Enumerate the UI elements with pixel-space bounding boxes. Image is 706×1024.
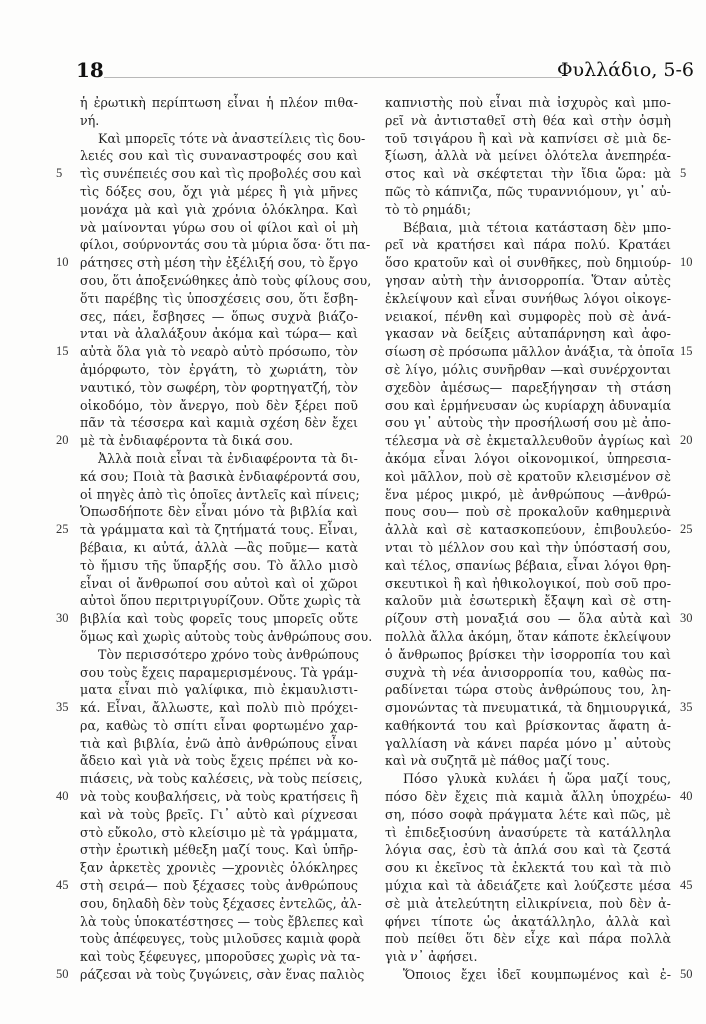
text-line	[80, 201, 358, 219]
line-number: 25	[680, 522, 693, 537]
text-line	[80, 503, 358, 521]
line-number: 40	[56, 789, 69, 804]
line-text: ρίζουν στὴ μοναξιά σου — ὅλα αὐτὰ καὶ	[385, 611, 671, 627]
text-line	[80, 112, 358, 130]
text-line	[385, 379, 671, 397]
text-line	[385, 521, 693, 539]
text-line	[385, 183, 671, 201]
line-text: ἀμόρφωτο, τὸν ἐργάτη, τὸ χωριάτη, τὸν	[80, 361, 358, 377]
line-number: 25	[56, 522, 69, 537]
text-line	[385, 325, 671, 343]
text-line	[80, 913, 364, 931]
line-text: ματα εἶναι πιὸ γαλίφικα, πιὸ ἐκμαυλιστι-	[80, 682, 358, 698]
line-text: τοῦ τσιγάρου ἢ καὶ νὰ καπνίσει σὲ μιὰ δε-	[385, 130, 671, 146]
line-text: μὲ τὰ ἐνδιαφέροντα τὰ δικά σου.	[80, 433, 294, 449]
line-text: φήνει τίποτε ὡς ἀκατάλληλο, ἀλλὰ καὶ	[385, 913, 671, 929]
text-line	[385, 343, 693, 361]
line-text: καλοῦν μιὰ ἐσωτερικὴ ἔξαψη καὶ σὲ στη-	[385, 593, 671, 609]
text-line	[80, 450, 358, 468]
line-text: λόγια σας, ἐσὺ τὰ ἁπλά σου καὶ τὰ ζεστά	[385, 842, 671, 858]
text-line	[80, 539, 358, 557]
text-line	[80, 147, 358, 165]
line-text: ὅμως καὶ χωρὶς αὐτοὺς τοὺς ἀνθρώπους σου.	[80, 628, 373, 644]
line-number: 15	[680, 344, 693, 359]
text-line	[80, 414, 358, 432]
text-line	[80, 628, 373, 646]
text-line	[56, 432, 358, 450]
line-number: 30	[56, 611, 69, 626]
text-line	[385, 94, 671, 112]
line-text: ἀλλὰ καὶ σὲ κατασκοπεύουν, ἐπιβουλεύο-	[385, 522, 671, 538]
page-number: 18	[76, 58, 104, 82]
text-line	[80, 130, 366, 148]
line-text: σου καὶ ἑρμήνευσαν ὡς κυρίαρχη ἀδυναμία	[385, 397, 671, 413]
text-line	[80, 219, 358, 237]
line-text: μονάχα μὰ καὶ γιὰ χρόνια ὁλόκληρα. Καὶ	[80, 201, 358, 217]
line-text: στὴν ἐρωτικὴ μέθεξη μαζί τους. Καὶ ὑπῆρ-	[80, 842, 358, 858]
line-text: ρεῖ νὰ κρατήσει καὶ πάρα πολύ. Κρατάει	[385, 237, 671, 253]
text-line	[56, 521, 358, 539]
line-text: ἕνα μέρος μικρό, μὲ ἀνθρώπους —ἀνθρώ-	[385, 486, 671, 502]
text-line	[80, 486, 358, 504]
text-line	[56, 788, 358, 806]
text-line	[385, 841, 671, 859]
text-line	[56, 877, 358, 895]
line-text: σου κι ἐκεῖνος τὰ ἐκλεκτά του καὶ τὰ πιὸ	[385, 860, 671, 876]
line-text: Ἀλλὰ ποιὰ εἶναι τὰ ἐνδιαφέροντα τὰ δι-	[98, 450, 358, 466]
line-text: βιβλία καὶ τοὺς φορεῖς τους μπορεῖς οὔτε	[80, 611, 358, 627]
line-text: καπνιστὴς ποὺ εἶναι πιὰ ἰσχυρὸς καὶ μπο-	[385, 95, 671, 110]
line-text: σχεδὸν ἀμέσως— παρεξήγησαν τὴ στάση	[385, 379, 671, 395]
text-line	[385, 468, 671, 486]
line-text: σίωση σὲ πρόσωπα μᾶλλον ἀνάξια, τὰ ὁποῖα	[385, 344, 675, 360]
running-title: Φυλλάδιο, 5-6	[556, 59, 694, 81]
text-line	[385, 557, 671, 575]
line-text: σες, πάει, ἔσβησες — ὅπως συχνὰ βιάζο-	[80, 308, 358, 324]
line-text: ράτησες στὴ μέση τὴν ἐξέλιξή σου, τὸ ἔργο	[80, 255, 359, 271]
text-line	[56, 343, 358, 361]
line-text: νειακοί, πένθη καὶ συμφορὲς ποὺ σὲ ἀνά-	[385, 308, 671, 324]
line-text: σκευτικοὶ ἢ καὶ ἠθικολογικοί, ποὺ σοῦ προ-	[385, 575, 671, 591]
line-text: τιὰ καὶ βιβλία, ἐνῶ ἀπὸ ἀνθρώπους εἶναι	[80, 735, 358, 751]
line-text: νται νὰ ἀλαλάξουν ἀκόμα καὶ τώρα— καὶ	[80, 326, 358, 342]
text-line	[385, 681, 671, 699]
text-line	[385, 450, 671, 468]
line-number: 40	[680, 789, 693, 804]
text-line	[385, 930, 671, 948]
line-text: τὸ τὸ ρημάδι;	[385, 201, 472, 217]
line-number: 20	[56, 433, 69, 448]
text-line	[385, 201, 671, 219]
text-line	[385, 130, 671, 148]
line-text: ἐκλείψουν καὶ εἶναι συνήθως λόγοι οἰκογε-	[385, 290, 671, 306]
line-text: σου γι᾽ αὐτοὺς τὴν προσήλωσή σου μὲ ἀπο-	[385, 415, 671, 431]
line-text: νὰ μαίνονται γύρω σου οἱ φίλοι καὶ οἱ μὴ	[80, 219, 358, 235]
line-text: ράζεσαι νὰ τοὺς ζυγώνεις, σὰν ἕνας παλιὸς	[80, 967, 365, 983]
text-line	[80, 272, 372, 290]
text-line	[80, 841, 358, 859]
line-text: εἶναι οἱ ἄνθρωποί σου αὐτοὶ καὶ οἱ χῶροι	[80, 575, 358, 591]
line-text: Τὸν περισσότερο χρόνο τοὺς ἀνθρώπους	[98, 646, 359, 662]
text-line	[385, 948, 671, 966]
text-line	[80, 379, 358, 397]
line-text: καὶ νὰ συζητᾶ μὲ πάθος μαζί τους.	[385, 753, 610, 769]
text-line	[385, 165, 687, 183]
text-line	[385, 628, 671, 646]
line-number: 35	[56, 700, 69, 715]
line-text: ραδίνεται τώρα στοὺς ἀνθρώπους του, λη-	[385, 682, 671, 698]
text-line	[385, 147, 671, 165]
text-line	[385, 859, 671, 877]
text-line	[385, 254, 693, 272]
text-line	[80, 557, 358, 575]
line-text: τὰ γράμματα καὶ τὰ ζητήματά τους. Εἶναι,	[80, 522, 358, 538]
text-line	[385, 877, 693, 895]
text-line	[385, 219, 671, 237]
line-text: Πόσο γλυκὰ κυλάει ἡ ὥρα μαζί τους,	[403, 771, 671, 787]
line-text: τὶς συνέπειές σου καὶ τὶς προβολές σου καὶ	[80, 166, 362, 182]
line-text: σου, ὅτι ἀποξενώθηκες ἀπὸ τοὺς φίλους σου,	[80, 272, 372, 288]
text-line	[80, 824, 358, 842]
text-line	[80, 308, 358, 326]
line-text: πιάσεις, νὰ τοὺς καλέσεις, νὰ τοὺς πείσεις,	[80, 771, 363, 787]
text-line	[80, 575, 358, 593]
line-number: 10	[56, 255, 69, 270]
line-text: σὲ μιὰ ἀτελεύτητη εἰλικρίνεια, ποὺ δὲν ἀ-	[385, 895, 671, 911]
line-number: 5	[680, 166, 687, 181]
text-line	[80, 735, 358, 753]
text-line	[385, 664, 671, 682]
line-number: 10	[680, 255, 693, 270]
line-text: τοὺς ἀπέφευγες, τοὺς μιλοῦσες καμιὰ φορὰ	[80, 931, 361, 947]
text-line	[80, 752, 358, 770]
line-text: λειές σου καὶ τὶς συναναστροφές σου καὶ	[80, 148, 358, 164]
text-line	[385, 361, 671, 379]
text-line	[80, 948, 361, 966]
line-number: 20	[680, 433, 693, 448]
text-line	[80, 236, 371, 254]
line-text: σμονώντας τὰ πνευματικά, τὰ δημιουργικά,	[385, 700, 671, 716]
line-text: κά σου; Ποιὰ τὰ βασικὰ ἐνδιαφέροντά σου,	[80, 468, 361, 484]
text-line	[80, 325, 358, 343]
line-text: ξίωση, ἀλλὰ νὰ μείνει ὁλότελα ἀνεπηρέα-	[385, 148, 671, 164]
text-line	[385, 752, 671, 770]
line-text: γκασαν νὰ δείξεις αὐταπάρνηση καὶ ἀφο-	[385, 326, 671, 342]
line-text: αὐτὰ ὅλα γιὰ τὸ νεαρὸ αὐτὸ πρόσωπο, τὸν	[80, 344, 358, 360]
text-line	[385, 592, 671, 610]
text-line	[80, 717, 358, 735]
line-text: ὁ ἄνθρωπος βρίσκει τὴν ἰσορροπία του καὶ	[385, 646, 671, 662]
text-line	[56, 699, 358, 717]
line-text: καὶ τοὺς ξέφευγες, μποροῦσες χωρὶς νὰ τα-	[80, 949, 361, 965]
line-text: τέλεσμα νὰ σὲ ἐκμεταλλευθοῦν ἀγρίως καὶ	[385, 433, 671, 449]
line-text: πόσο δὲν ἔχεις πιὰ καμιὰ ἄλλη ὑποχρέω-	[385, 789, 671, 805]
line-text: καὶ νὰ τοὺς βρεῖς. Γι᾽ αὐτὸ καὶ ρίχνεσαι	[80, 806, 358, 822]
text-line	[80, 681, 358, 699]
line-text: νὰ τοὺς κουβαλήσεις, νὰ τοὺς κρατήσεις ἢ	[80, 789, 358, 805]
text-line	[385, 236, 671, 254]
text-line	[385, 486, 671, 504]
line-number: 30	[680, 611, 693, 626]
line-text: στὸ εὔκολο, στὸ κλείσιμο μὲ τὰ γράμματα,	[80, 824, 358, 840]
text-line	[56, 966, 365, 984]
line-text: Ὅποιος ἔχει ἰδεῖ κουμπωμένος καὶ ἐ-	[403, 967, 671, 983]
line-text: βέβαια, κι αὐτά, ἀλλὰ —ἂς ποῦμε— κατὰ	[80, 539, 358, 555]
line-text: ρεῖ νὰ ἀντισταθεῖ στὴ θέα καὶ στὴν ὀσμὴ	[385, 112, 671, 128]
text-line	[385, 699, 693, 717]
line-text: ὅτι παρέβης τὶς ὑποσχέσεις σου, ὅτι ἔσβη-	[80, 290, 358, 306]
line-text: σου, δηλαδὴ δὲν τοὺς ξέχασες ἐντελῶς, ἀλ-	[80, 895, 362, 911]
line-text: κοὶ μᾶλλον, ποὺ σὲ κρατοῦν κλεισμένον σὲ	[385, 468, 671, 484]
line-text: ναυτικό, τὸν σωφέρη, τὸν φορτηγατζή, τὸν	[80, 379, 358, 395]
text-line	[56, 610, 358, 628]
line-text: ἀκόμα εἶναι λόγοι οἰκονομικοί, ὑπηρεσια-	[385, 450, 671, 466]
line-text: αὐτοὶ ὅπου περιτριγυρίζουν. Οὔτε χωρὶς τὰ	[80, 593, 361, 609]
text-line	[80, 770, 363, 788]
text-line	[385, 913, 671, 931]
line-text: Ὁπωσδήποτε δὲν εἶναι μόνο τὰ βιβλία καὶ	[80, 504, 358, 520]
line-text: πῶς τὸ κάπνιζα, πῶς τυραννιόμουν, γι᾽ αὐ-	[385, 183, 671, 199]
text-line	[385, 539, 671, 557]
line-text: καὶ τέλος, σπανίως βέβαια, εἶναι λόγοι θρη-	[385, 557, 671, 573]
line-text: γησαν αὐτὴ τὴν ἀνισορροπία. Ὅταν αὐτὲς	[385, 272, 671, 288]
text-line	[385, 770, 671, 788]
text-line	[385, 308, 671, 326]
text-line	[80, 859, 358, 877]
line-text: πολλὰ ἄλλα ἀκόμη, ὅταν κάποτε ἐκλείψουν	[385, 628, 671, 644]
line-number: 5	[56, 166, 63, 181]
text-line	[56, 254, 359, 272]
line-text: πους σου— ποὺ σὲ προκαλοῦν καθημερινὰ	[385, 504, 671, 520]
line-text: σου τοὺς ἔχεις παραμερισμένους. Τὰ γράμ-	[80, 664, 358, 680]
line-text: σὲ λίγο, μόλις συνῆρθαν —καὶ συνέρχονται	[385, 361, 671, 377]
line-number: 35	[680, 700, 693, 715]
line-text: τὶς δόξες σου, ὄχι γιὰ μέρες ἢ γιὰ μῆνες	[80, 183, 358, 199]
text-line	[385, 397, 671, 415]
line-text: οἰκοδόμο, τὸν ἄνεργο, ποὺ δὲν ξέρει ποῦ	[80, 397, 358, 413]
line-text: λὰ τοὺς ὑποκατέστησες — τοὺς ἔβλεπες καὶ	[80, 913, 364, 929]
line-text: οἱ πηγὲς ἀπὸ τὶς ὁποῖες ἀντλεῖς καὶ πίνεις;	[80, 486, 360, 502]
line-text: πᾶν τὰ τέσσερα καὶ καμιὰ σχέση δὲν ἔχει	[80, 415, 358, 431]
line-text: ρα, καθὼς τὸ σπίτι εἶναι φορτωμένο χαρ-	[80, 717, 358, 733]
text-line	[80, 930, 361, 948]
line-number: 15	[56, 344, 69, 359]
text-line	[80, 592, 361, 610]
text-line	[80, 468, 361, 486]
text-line	[385, 735, 671, 753]
line-text: στὴ σειρά— ποὺ ξέχασες τοὺς ἀνθρώπους	[80, 878, 358, 894]
line-text: ἄδειο καὶ γιὰ νὰ τοὺς ἔχεις πρέπει νὰ κο-	[80, 753, 358, 769]
text-line	[385, 290, 671, 308]
text-line	[385, 824, 671, 842]
text-line	[385, 432, 693, 450]
line-text: ξαν ἀρκετὲς χρονιὲς —χρονιὲς ὁλόκληρες	[80, 860, 358, 876]
text-line	[80, 895, 362, 913]
line-text: Βέβαια, μιὰ τέτοια κατάσταση δὲν μπο-	[403, 219, 671, 235]
line-text: κά. Εἶναι, ἄλλωστε, καὶ πολὺ πιὸ πρόχει-	[80, 700, 358, 716]
line-number: 45	[56, 878, 69, 893]
line-text: Καὶ μπορεῖς τότε νὰ ἀναστείλεις τὶς δου-	[98, 130, 366, 146]
text-line	[80, 397, 358, 415]
text-line	[385, 503, 671, 521]
text-line	[80, 664, 358, 682]
text-line	[80, 183, 358, 201]
line-number: 50	[56, 967, 69, 982]
line-text: τὸ ἥμισυ τῆς ὕπαρξής σου. Τὸ ἄλλο μισὸ	[80, 557, 358, 573]
text-line	[385, 272, 671, 290]
right-column	[385, 94, 693, 984]
text-line	[80, 806, 358, 824]
line-text: γαλλίαση νὰ κάνει παρέα μόνο μ᾽ αὐτοὺς	[385, 735, 671, 751]
line-text: γιὰ ν᾽ ἀφήσει.	[385, 949, 478, 965]
line-text: ἡ ἐρωτικὴ περίπτωση εἶναι ἡ πλέον πιθα-	[80, 95, 358, 110]
text-line	[385, 112, 671, 130]
text-line	[385, 895, 671, 913]
line-text: τὶ ἐπιδεξιοσύνη ἀνασύρετε τὰ κατάλληλα	[385, 824, 671, 840]
text-line	[385, 788, 693, 806]
line-text: νή.	[80, 112, 100, 128]
text-line	[385, 575, 671, 593]
line-text: ποὺ πείθει ὅτι δὲν εἶχε καὶ πάρα πολλὰ	[385, 931, 671, 947]
text-line	[385, 966, 693, 984]
left-column	[56, 94, 373, 984]
line-number: 45	[680, 878, 693, 893]
text-line	[385, 610, 693, 628]
line-number: 50	[680, 967, 693, 982]
line-text: ση, πόσο σοφὰ πράγματα λέτε καὶ πῶς, μὲ	[385, 806, 671, 822]
page-header	[76, 58, 694, 86]
text-line	[385, 806, 671, 824]
line-text: στος καὶ νὰ σκέφτεται τὴν ἴδια ὥρα: μὰ	[385, 166, 671, 182]
line-text: φίλοι, σούρνοντάς σου τὰ μύρια ὅσα· ὅτι πα-	[80, 237, 371, 253]
text-line	[80, 361, 358, 379]
line-text: καθήκοντά του καὶ βρίσκοντας ἄφατη ἀ-	[385, 717, 671, 733]
text-line	[385, 717, 671, 735]
line-text: νται τὸ μέλλον σου καὶ τὴν ὑπόστασή σου,	[385, 539, 671, 555]
text-line	[80, 290, 358, 308]
text-line	[80, 646, 358, 664]
text-line	[80, 94, 358, 112]
text-line	[385, 414, 671, 432]
header-rule	[104, 77, 562, 78]
line-text: συχνὰ τὴ νέα ἀνισορροπία του, καθὼς πα-	[385, 664, 671, 680]
text-line	[56, 165, 362, 183]
line-text: ὅσο κρατοῦν καὶ οἱ συνθῆκες, ποὺ δημιούρ-	[385, 255, 671, 271]
line-text: μύχια καὶ τὰ ἀδειάζετε καὶ λούζεστε μέσα	[385, 878, 671, 894]
text-line	[385, 646, 671, 664]
